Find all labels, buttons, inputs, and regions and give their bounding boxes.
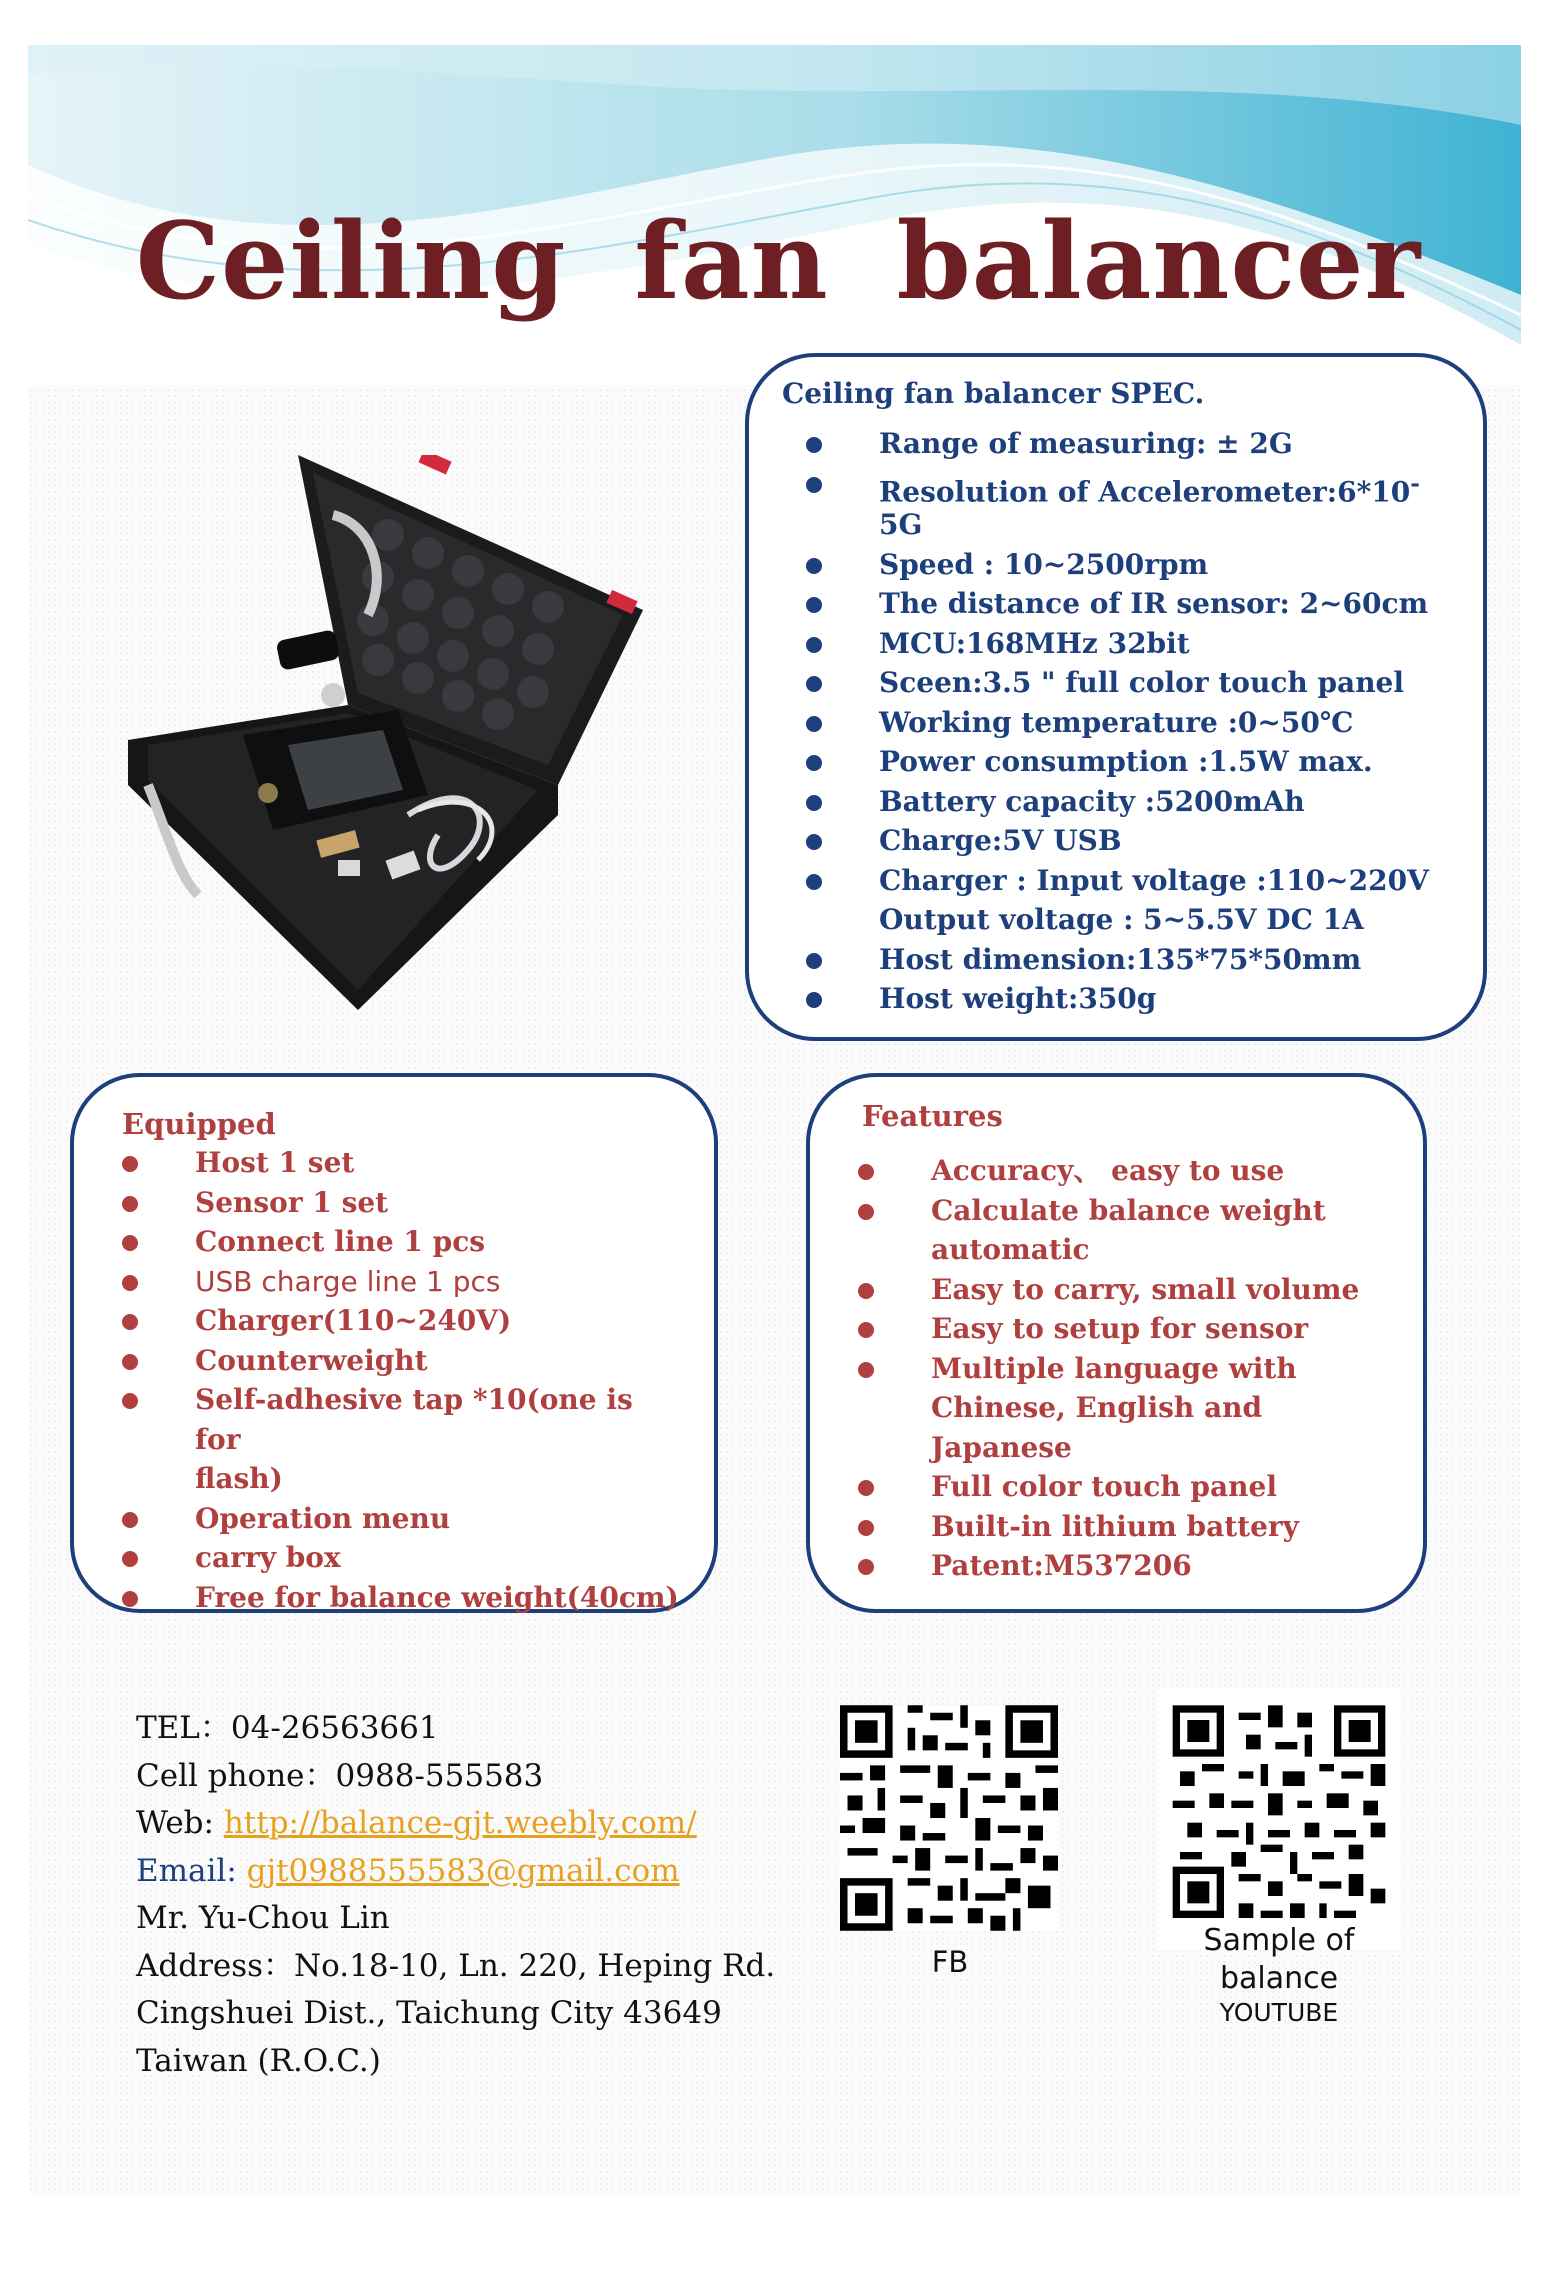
equipped-heading: Equipped xyxy=(122,1107,276,1141)
list-item: Connect line 1 pcs xyxy=(120,1222,684,1262)
bullet-icon xyxy=(858,1283,874,1299)
list-item: Speed : 10~2500rpm xyxy=(804,545,1453,585)
bullet-icon xyxy=(122,1591,138,1607)
bullet-icon xyxy=(806,834,822,850)
list-item: Sceen:3.5 " full color touch panel xyxy=(804,663,1453,703)
list-item: Battery capacity :5200mAh xyxy=(804,782,1453,822)
bullet-icon xyxy=(122,1235,138,1251)
web-link[interactable]: http://balance-gjt.weebly.com/ xyxy=(223,1805,697,1841)
list-item: Host weight:350g xyxy=(804,979,1453,1019)
spec-list xyxy=(804,424,1453,1019)
bullet-icon xyxy=(858,1362,874,1378)
qr-caption-youtube-line3: YOUTUBE xyxy=(1219,1998,1339,2027)
list-item: Self-adhesive tap *10(one is for xyxy=(120,1380,684,1459)
bullet-icon xyxy=(122,1393,138,1409)
address-line-2: Cingshuei Dist., Taichung City 43649 xyxy=(136,1995,722,2031)
list-item: Free for balance weight(40cm) xyxy=(120,1578,684,1618)
bullet-icon xyxy=(122,1275,138,1291)
bullet-icon xyxy=(806,755,822,771)
list-item: Charge:5V USB xyxy=(804,821,1453,861)
list-item: Host 1 set xyxy=(120,1143,684,1183)
list-item: Charger(110~240V) xyxy=(120,1301,684,1341)
bullet-icon xyxy=(858,1322,874,1338)
list-item: Japanese xyxy=(931,1430,1072,1464)
list-item: Resolution of Accelerometer:6*10- xyxy=(804,464,1453,512)
list-item: Output voltage : 5~5.5V DC 1A xyxy=(879,903,1364,937)
bullet-icon xyxy=(122,1196,138,1212)
bullet-icon xyxy=(858,1204,874,1220)
superscript-minus: - xyxy=(1410,468,1420,497)
list-item: Multiple language with xyxy=(856,1349,1393,1389)
list-item: MCU:168MHz 32bit xyxy=(804,624,1453,664)
list-item: Full color touch panel xyxy=(856,1467,1393,1507)
equipped-panel xyxy=(70,1073,718,1613)
list-item: Operation menu xyxy=(120,1499,684,1539)
list-item: Easy to carry, small volume xyxy=(856,1270,1393,1310)
contact-name: Mr. Yu-Chou Lin xyxy=(136,1900,390,1936)
features-list xyxy=(856,1151,1393,1586)
bullet-icon xyxy=(806,597,822,613)
qr-code-fb[interactable] xyxy=(840,1705,1058,1931)
list-item: Host dimension:135*75*50mm xyxy=(804,940,1453,980)
cell-line: Cell phone：0988-555583 xyxy=(136,1757,544,1794)
bullet-icon xyxy=(858,1520,874,1536)
bullet-icon xyxy=(806,477,822,493)
qr-caption-youtube xyxy=(1158,1922,1400,2028)
bullet-icon xyxy=(806,795,822,811)
features-heading: Features xyxy=(862,1099,1003,1133)
features-panel xyxy=(806,1073,1427,1613)
spec-heading: Ceiling fan balancer SPEC. xyxy=(782,377,1205,410)
address-line-1: Address：No.18-10, Ln. 220, Heping Rd. xyxy=(136,1947,776,1984)
qr-caption-fb: FB xyxy=(931,1945,969,1979)
list-item: Patent:M537206 xyxy=(856,1546,1393,1586)
bullet-icon xyxy=(858,1164,874,1180)
list-item: USB charge line 1 pcs xyxy=(120,1262,684,1302)
list-item: Charger : Input voltage :110~220V xyxy=(804,861,1453,901)
bullet-icon xyxy=(858,1559,874,1575)
bullet-icon xyxy=(806,637,822,653)
bullet-icon xyxy=(806,676,822,692)
list-item: Accuracy、 easy to use xyxy=(856,1151,1393,1191)
list-item: flash) xyxy=(195,1462,283,1495)
list-item: 5G xyxy=(879,508,923,542)
list-item: Power consumption :1.5W max. xyxy=(804,742,1453,782)
spec-panel xyxy=(745,353,1487,1041)
web-line: Web: http://balance-gjt.weebly.com/ xyxy=(136,1805,697,1841)
equipped-list xyxy=(120,1143,684,1617)
contact-block xyxy=(136,1705,775,2085)
list-item: Built-in lithium battery xyxy=(856,1507,1393,1547)
bullet-icon xyxy=(122,1512,138,1528)
bullet-icon xyxy=(806,437,822,453)
bullet-icon xyxy=(806,992,822,1008)
product-photo xyxy=(128,455,668,1010)
bullet-icon xyxy=(858,1480,874,1496)
list-item: Range of measuring: ± 2G xyxy=(804,424,1453,464)
list-item: Chinese, English and xyxy=(931,1391,1263,1424)
list-item: Easy to setup for sensor xyxy=(856,1309,1393,1349)
bullet-icon xyxy=(806,874,822,890)
list-item: The distance of IR sensor: 2~60cm xyxy=(804,584,1453,624)
list-item: Counterweight xyxy=(120,1341,684,1381)
tel-line: TEL：04-26563661 xyxy=(136,1710,439,1746)
bullet-icon xyxy=(122,1551,138,1567)
bullet-icon xyxy=(806,716,822,732)
qr-caption-youtube-line2: balance xyxy=(1219,1961,1339,1996)
list-item: Working temperature :0~50℃ xyxy=(804,703,1453,743)
bullet-icon xyxy=(806,558,822,574)
email-link[interactable]: gjt0988555583@gmail.com xyxy=(246,1852,680,1889)
bullet-icon xyxy=(806,953,822,969)
qr-code-youtube[interactable] xyxy=(1158,1688,1400,1950)
list-item: Sensor 1 set xyxy=(120,1183,684,1223)
bullet-icon xyxy=(122,1314,138,1330)
bullet-icon xyxy=(122,1354,138,1370)
email-line: Email: gjt0988555583@gmail.com xyxy=(136,1852,680,1889)
list-item: automatic xyxy=(931,1233,1090,1266)
address-line-3: Taiwan (R.O.C.) xyxy=(136,2042,381,2079)
bullet-icon xyxy=(122,1156,138,1172)
qr-caption-youtube-line1: Sample of xyxy=(1203,1923,1355,1958)
page-title: Ceiling fan balancer xyxy=(135,198,1422,323)
list-item: Calculate balance weight xyxy=(856,1191,1393,1231)
list-item: carry box xyxy=(120,1538,684,1578)
